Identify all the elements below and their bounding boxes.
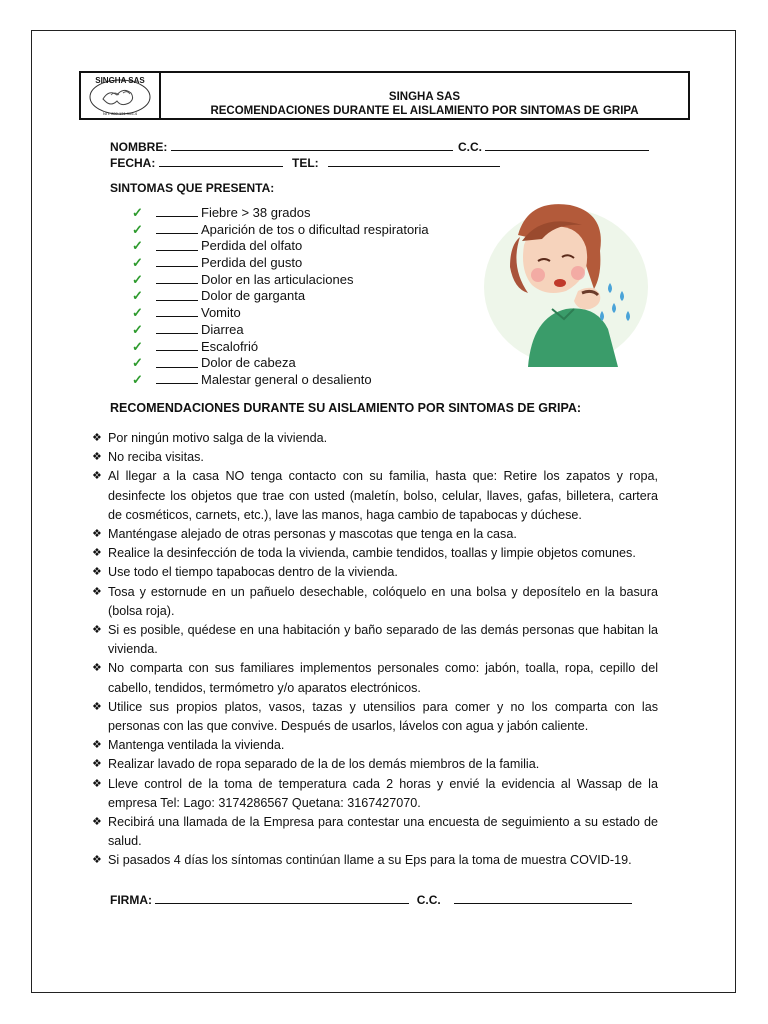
recommendation-item (92, 775, 658, 813)
recommendation-item (92, 448, 658, 467)
recommendation-item (92, 851, 658, 870)
symptom-blank-field[interactable] (156, 205, 198, 217)
fecha-row (110, 155, 500, 170)
symptom-label: Fiebre > 38 grados (201, 205, 311, 220)
tel-field[interactable] (328, 155, 500, 167)
recommendation-text: Use todo el tiempo tapabocas dentro de la vivienda. (108, 565, 398, 580)
diamond-bullet-icon: ❖ (92, 547, 102, 560)
company-logo (81, 73, 161, 118)
recommendation-text: Manténgase alejado de otras personas y mascotas que tenga en la casa. (108, 527, 517, 542)
checkmark-icon: ✓ (132, 271, 143, 287)
checkmark-icon: ✓ (132, 371, 143, 387)
company-name: SINGHA SAS (388, 91, 461, 103)
recommendation-item (92, 813, 658, 851)
symptom-item (132, 205, 429, 222)
diamond-bullet-icon: ❖ (92, 816, 102, 829)
symptom-blank-field[interactable] (156, 255, 198, 267)
recommendation-text: No comparta con sus familiares implementos personales como: jabón, toalla, ropa, cepillo del cabello, tendidos, termómetro y/o aparatos electrónicos. (108, 661, 658, 695)
firma-field[interactable] (155, 892, 409, 904)
cc-field[interactable] (485, 139, 649, 151)
logo-title: SINGHA SAS (95, 75, 145, 85)
diamond-bullet-icon: ❖ (92, 739, 102, 752)
symptom-blank-field[interactable] (156, 289, 198, 301)
fecha-field[interactable] (159, 155, 283, 167)
recommendation-text: Si pasados 4 días los síntomas continúan llame a su Eps para la toma de muestra COVID-19. (108, 853, 632, 868)
symptom-label: Escalofrió (201, 338, 259, 354)
symptom-label: Vomito (201, 305, 241, 321)
symptom-item (132, 255, 429, 272)
firma-label: FIRMA: (110, 893, 152, 907)
recommendation-text: Realice la desinfección de toda la vivienda, cambie tendidos, toallas y limpie objetos comunes. (108, 546, 636, 561)
symptom-blank-field[interactable] (156, 356, 198, 368)
recommendation-text: Realizar lavado de ropa separado de la de los demás miembros de la familia. (108, 757, 540, 772)
diamond-bullet-icon: ❖ (92, 758, 102, 771)
symptom-label: Perdida del gusto (201, 255, 303, 271)
symptom-blank-field[interactable] (156, 322, 198, 334)
checkmark-icon: ✓ (132, 321, 143, 337)
recommendation-item (92, 736, 658, 755)
logo-nit: NIT: 830.131.905-4 (102, 110, 138, 116)
symptom-label: Dolor de cabeza (201, 355, 296, 371)
nombre-label: NOMBRE: (110, 140, 168, 154)
recommendation-item (92, 621, 658, 659)
diamond-bullet-icon: ❖ (92, 528, 102, 541)
recommendation-text: No reciba visitas. (108, 450, 204, 465)
nombre-field[interactable] (171, 139, 453, 151)
diamond-bullet-icon: ❖ (92, 662, 102, 675)
recommendation-text: Tosa y estornude en un pañuelo desechable, colóquelo en una bolsa y deposítelo en la basura (bolsa roja). (108, 584, 658, 618)
symptom-blank-field[interactable] (156, 372, 198, 384)
fecha-label: FECHA: (110, 156, 156, 170)
checkmark-icon: ✓ (132, 355, 143, 371)
symptom-item (132, 322, 429, 339)
recommendation-item (92, 429, 658, 448)
symptom-item (132, 222, 429, 239)
recommendation-text: Si es posible, quédese en una habitación y baño separado de las demás personas que habitan la vivienda. (108, 623, 658, 657)
document-title: RECOMENDACIONES DURANTE EL AISLAMIENTO POR SINTOMAS DE GRIPA (210, 105, 639, 117)
recommendations-title: RECOMENDACIONES DURANTE SU AISLAMIENTO POR SINTOMAS DE GRIPA: (110, 401, 582, 415)
symptom-blank-field[interactable] (156, 339, 198, 351)
symptom-item (132, 355, 429, 372)
recommendation-text: Recibirá una llamada de la Empresa para contestar una encuesta de seguimiento a su estado de salud. (108, 815, 658, 849)
symptoms-title: SINTOMAS QUE PRESENTA: (110, 181, 275, 195)
symptom-item (132, 372, 429, 389)
recommendation-text: Al llegar a la casa NO tenga contacto con su familia, hasta que: Retire los zapatos y ropa, desinfecte los objetos que trae con usted (maletín, bolso, celular, llaves, gafas, billetera, cartera de cosméticos, carnets, etc.), lave las manos, haga cambio de tapabocas y dúchese. (108, 469, 658, 522)
recommendation-item (92, 583, 658, 621)
diamond-bullet-icon: ❖ (92, 777, 102, 790)
diamond-bullet-icon: ❖ (92, 432, 102, 444)
recommendation-item (92, 525, 658, 544)
checkmark-icon: ✓ (132, 205, 143, 220)
tel-label: TEL: (292, 156, 319, 170)
diamond-bullet-icon: ❖ (92, 585, 102, 598)
cc-label: C.C. (458, 140, 483, 154)
recommendation-item (92, 659, 658, 697)
diamond-bullet-icon: ❖ (92, 854, 102, 867)
checkmark-icon: ✓ (132, 221, 143, 237)
symptom-item (132, 305, 429, 322)
symptom-label: Aparición de tos o dificultad respiratoria (201, 221, 429, 237)
checkmark-icon: ✓ (132, 238, 143, 254)
diamond-bullet-icon: ❖ (92, 470, 102, 483)
signature-row (110, 892, 632, 907)
diamond-bullet-icon: ❖ (92, 700, 102, 713)
symptom-blank-field[interactable] (156, 239, 198, 251)
symptom-label: Dolor en las articulaciones (201, 271, 354, 287)
symptom-label: Perdida del olfato (201, 238, 303, 254)
symptom-label: Malestar general o desaliento (201, 371, 372, 387)
symptom-item (132, 238, 429, 255)
nombre-row (110, 139, 649, 154)
recommendation-item (92, 467, 658, 525)
symptom-item (132, 272, 429, 289)
recommendation-item (92, 563, 658, 582)
document-header (79, 71, 690, 120)
recommendations-list (92, 429, 658, 871)
checkmark-icon: ✓ (132, 255, 143, 271)
checkmark-icon: ✓ (132, 305, 143, 321)
diamond-bullet-icon: ❖ (92, 566, 102, 579)
coughing-woman-illustration (482, 195, 650, 367)
checkmark-icon: ✓ (132, 338, 143, 354)
recommendation-text: Por ningún motivo salga de la vivienda. (108, 431, 328, 445)
symptom-blank-field[interactable] (156, 305, 198, 317)
recommendation-item (92, 544, 658, 563)
header-title-block (161, 73, 688, 118)
symptoms-list (132, 205, 429, 389)
recommendation-text: Mantenga ventilada la vivienda. (108, 738, 285, 753)
symptom-item (132, 339, 429, 356)
recommendation-text: Lleve control de la toma de temperatura cada 2 horas y envié la evidencia al Wassap de la empresa Tel: Lago: 3174286567 Quetana: 3167427070. (108, 776, 658, 810)
diamond-bullet-icon: ❖ (92, 624, 102, 637)
symptom-label: Diarrea (201, 321, 244, 337)
diamond-bullet-icon: ❖ (92, 451, 102, 464)
symptom-blank-field[interactable] (156, 272, 198, 284)
checkmark-icon: ✓ (132, 288, 143, 304)
recommendation-text: Utilice sus propios platos, vasos, tazas y utensilios para comer y no los comparta con las personas con las que convive. Después de usarlos, lávelos con agua y jabón caliente. (108, 699, 658, 734)
footer-cc-label: C.C. (416, 893, 441, 907)
recommendation-item (92, 755, 658, 774)
symptom-label: Dolor de garganta (201, 288, 306, 304)
recommendation-item (92, 698, 658, 736)
footer-cc-field[interactable] (454, 892, 632, 904)
symptom-blank-field[interactable] (156, 222, 198, 234)
symptom-item (132, 288, 429, 305)
